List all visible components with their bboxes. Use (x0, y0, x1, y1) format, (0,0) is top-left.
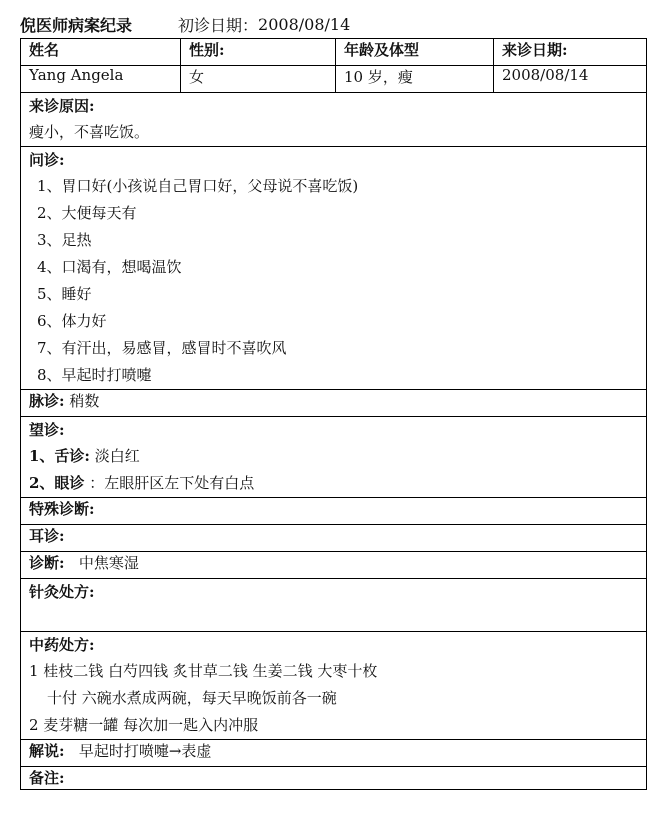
explanation-text: 早起时打喷嚏→表虚 (78, 742, 212, 760)
patient-header-row (21, 39, 647, 66)
explanation-label: 解说: (29, 742, 65, 760)
tongue-text: 淡白红 (94, 447, 140, 465)
pulse-text: 稍数 (69, 392, 100, 410)
diagnosis-text: 中焦寒湿 (78, 554, 139, 572)
visit-date-header: 来诊日期: (494, 39, 647, 66)
record-title: 倪医师病案纪录 (20, 15, 133, 35)
record-table (20, 38, 647, 790)
inquiry-item: 6、体力好 (37, 312, 107, 330)
diagnosis-label: 诊断: (29, 554, 65, 572)
eye-label: 2、眼诊 (29, 474, 85, 492)
observation-label: 望诊: (29, 421, 65, 439)
ear-label: 耳诊: (29, 527, 65, 545)
sex-header: 性别: (181, 39, 336, 66)
reason-label: 来诊原因: (29, 97, 95, 115)
inquiry-label: 问诊: (29, 151, 65, 169)
acupuncture-row (21, 579, 647, 632)
first-visit-date: 2008/08/14 (258, 14, 351, 34)
name-header: 姓名 (21, 39, 181, 66)
herbal-line: 十付 六碗水煮成两碗，每天早晚饭前各一碗 (47, 689, 337, 707)
patient-visit-date: 2008/08/14 (494, 66, 647, 93)
observation-row (21, 417, 647, 498)
patient-value-row (21, 66, 647, 93)
inquiry-item: 8、早起时打喷嚏 (37, 366, 152, 384)
reason-text: 瘦小，不喜吃饭。 (29, 123, 150, 141)
inquiry-row (21, 147, 647, 390)
pulse-row (21, 390, 647, 417)
patient-name: Yang Angela (21, 66, 181, 93)
tongue-label: 1、舌诊: (29, 447, 90, 465)
diagnosis-row (21, 552, 647, 579)
inquiry-item: 5、睡好 (37, 285, 92, 303)
notes-label: 备注: (29, 769, 65, 787)
record-header (20, 10, 646, 38)
first-visit-label: 初诊日期： (178, 15, 259, 35)
inquiry-item: 4、口渴有，想喝温饮 (37, 258, 182, 276)
medical-record-page (20, 10, 646, 790)
patient-age-build: 10 岁，瘦 (336, 66, 494, 93)
herbal-label: 中药处方: (29, 636, 95, 654)
inquiry-item: 2、大便每天有 (37, 204, 137, 222)
special-row (21, 498, 647, 525)
notes-row (21, 767, 647, 790)
acupuncture-label: 针灸处方: (29, 583, 95, 601)
pulse-label: 脉诊: (29, 392, 65, 410)
special-label: 特殊诊断: (29, 500, 95, 518)
explanation-row (21, 740, 647, 767)
ear-row (21, 525, 647, 552)
patient-sex: 女 (181, 66, 336, 93)
herbal-line: 1 桂枝二钱 白芍四钱 炙甘草二钱 生姜二钱 大枣十枚 (29, 662, 378, 680)
herbal-line: 2 麦芽糖一罐 每次加一匙入内冲服 (29, 716, 259, 734)
inquiry-item: 1、胃口好(小孩说自己胃口好，父母说不喜吃饭) (37, 177, 359, 195)
eye-text: ：左眼肝区左下处有白点 (89, 474, 255, 492)
age-build-header: 年龄及体型 (336, 39, 494, 66)
herbal-row (21, 632, 647, 740)
reason-row (21, 93, 647, 147)
inquiry-item: 3、足热 (37, 231, 92, 249)
inquiry-item: 7、有汗出，易感冒，感冒时不喜吹风 (37, 339, 287, 357)
